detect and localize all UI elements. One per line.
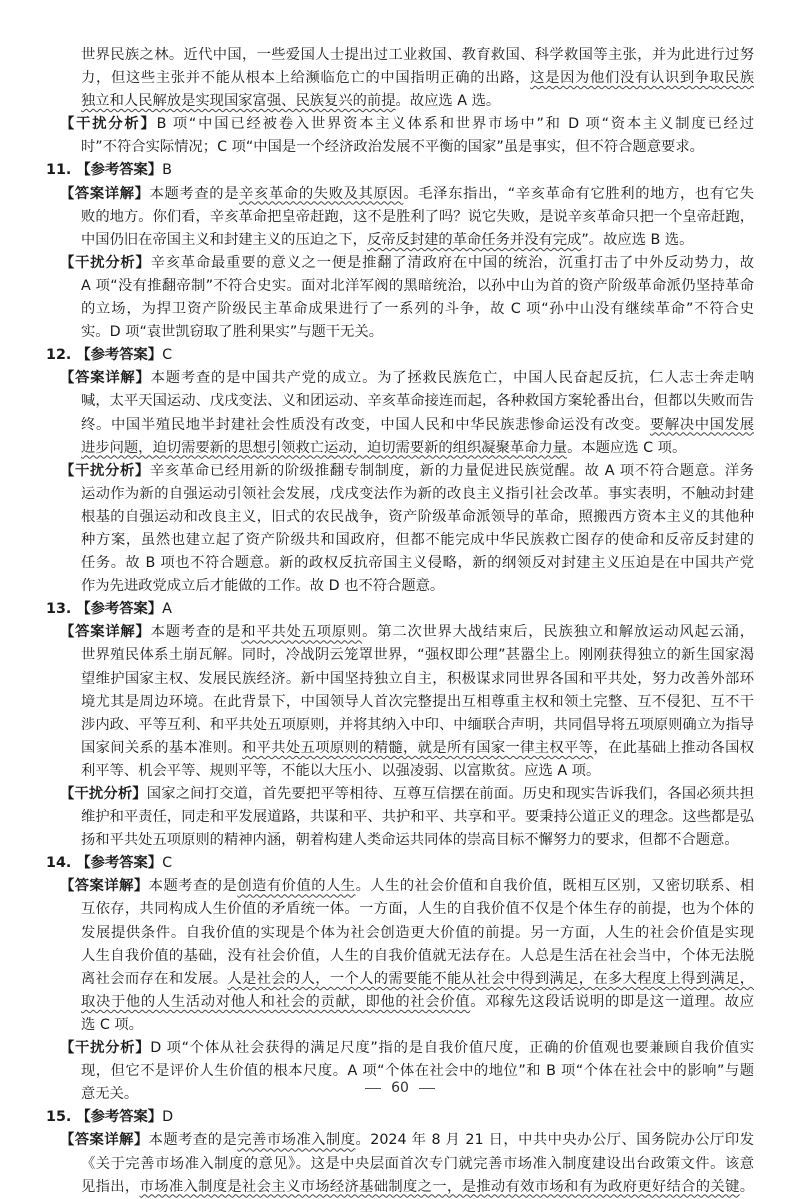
text-segment: 辛亥革命已经用新的阶级推翻专制制度，新的力量促进民族觉醒。故 A 项不符合题意。洋务 — [149, 462, 754, 479]
text-line — [46, 252, 754, 275]
text-line — [46, 483, 754, 506]
text-segment: B 项“中国已经被卷入世界资本主义体系和世界市场中”和 D 项“资本主义制度已经过 — [156, 116, 754, 133]
text-line — [46, 737, 754, 760]
text-line — [46, 113, 754, 136]
text-segment: 扬和平共处五项原则的精神内涵，朝着构建人类命运共同体的崇高目标不懈努力的要求，但都不合题意。 — [81, 832, 739, 849]
text-segment: 力，但这些主张并不能从根本上给濒临危亡的中国指明正确的出路， — [81, 70, 531, 87]
text-line — [46, 783, 754, 806]
text-line — [46, 1153, 754, 1176]
text-segment: 作为先进政党成立后才能做的工作。故 D 也不符合题意。 — [81, 578, 445, 595]
page-footer — [0, 1080, 800, 1096]
text-segment: 《关于完善市场准入制度的意见》。这是中央层面首次专门就完善市场准入制度建设出台政策文件。该意 — [81, 1155, 754, 1172]
text-line — [46, 367, 754, 390]
text-segment: 利平等、机会平等、规则平等，不能以大压小、以强凌弱、以富欺贫。应选 A 项。 — [81, 762, 601, 779]
text-segment: 本题考查的是 — [150, 624, 242, 641]
underlined-key-point: 和平共处五项原则 — [241, 624, 363, 641]
text-line — [46, 44, 754, 67]
text-segment: D 项“个体从社会获得的满足尺度”指的是自我价值尺度，正确的价值观也要兼顾自我价值实 — [150, 1040, 754, 1057]
text-segment: 时”不符合实际情况；C 项“中国是一个经济政治发展不平衡的国家”虽是事实，但不符合题意要求。 — [81, 139, 704, 156]
text-line — [46, 575, 754, 598]
text-segment: 。第二次世界大战结束后，民族独立和解放运动风起云涌， — [362, 624, 754, 641]
text-segment: 。2024 年 8 月 21 日，中共中央办公厅、国务院办公厅印发 — [355, 1132, 754, 1149]
section-label: 【答案详解】 — [60, 370, 151, 387]
text-segment: 辛亥革命最重要的意义之一便是推翻了清政府在中国的统治，沉重打击了中外反动势力，故 — [150, 254, 754, 271]
section-label: 15. — [46, 1109, 77, 1126]
text-line — [46, 183, 754, 206]
text-line — [46, 1129, 754, 1152]
text-segment: A — [162, 601, 172, 618]
text-line — [46, 898, 754, 921]
text-segment: ，在此基础上推动各国权 — [593, 739, 754, 756]
underlined-key-point: 取决于他的人生活动对他人和社会的贡献，即他的社会价值 — [81, 993, 471, 1010]
text-line — [46, 968, 754, 991]
text-segment: 意无关。 — [81, 1086, 139, 1103]
footer-dash-right — [419, 1088, 435, 1089]
text-segment: 选 C 项。 — [81, 1016, 143, 1033]
section-label: 【干扰分析】 — [60, 116, 157, 133]
text-line — [46, 1037, 754, 1060]
text-line — [46, 691, 754, 714]
text-segment: 。毛泽东指出，“辛亥革命有它胜利的地方，也有它失 — [403, 185, 754, 202]
text-segment: 国家间关系的基本准则。 — [81, 739, 243, 756]
footer-dash-left — [365, 1088, 381, 1089]
text-line — [46, 829, 754, 852]
text-segment: D — [162, 1109, 174, 1126]
section-label: 【参考答案】 — [76, 162, 163, 179]
text-segment: 维护和平责任，同走和平发展道路，共谋和平、共护和平、共享和平。要秉持公道正义的理念。这些都是弘 — [81, 809, 754, 826]
text-segment: 现，但它不是评价人生价值的根本尺度。A 项“个体在社会中的地位”和 B 项“个体在社会中的影响”与题 — [81, 1063, 754, 1080]
text-line — [46, 806, 754, 829]
underlined-key-point: 和平共处五项原则的精髓，就是所有国家一律主权平等 — [242, 739, 594, 756]
text-line — [46, 644, 754, 667]
section-label: 【参考答案】 — [76, 347, 163, 364]
text-segment: 涉内政、平等互利、和平共处五项原则，并将其纳入中印、中缅联合声明，共同倡导将五项原则确立为指导 — [81, 716, 754, 733]
text-segment: B — [162, 162, 172, 179]
text-line — [46, 136, 754, 159]
text-segment: 望维护国家主权、发展民族经济。新中国坚持独立自主，积极谋求同世界各国和平共处，努力改善外部环 — [81, 670, 754, 687]
text-line — [46, 852, 754, 875]
text-segment: 。 — [739, 1178, 754, 1195]
text-segment: C — [162, 855, 173, 872]
text-line — [46, 414, 754, 437]
underlined-key-point: 人是社会的人，一个人的需要能不能从社会中得到满足，在多大程度上得到满足， — [227, 970, 754, 987]
text-segment: 本题考查的是 — [148, 1132, 238, 1149]
text-segment: 人生自我价值的基础，没有社会价值，人生的自我价值就无法存在。人总是生活在社会当中，个体无法脱 — [81, 947, 754, 964]
underlined-key-point: 完善市场准入制度 — [237, 1132, 356, 1149]
text-segment: 根基的自强运动和改良主义，旧式的农民战争，资产阶级革命派领导的革命，照搬西方资本主义的其他种 — [81, 508, 754, 525]
text-line — [46, 529, 754, 552]
answer-explanations-body — [46, 44, 754, 1199]
text-line — [46, 460, 754, 483]
text-line — [46, 875, 754, 898]
text-line — [46, 298, 754, 321]
text-segment: 运动作为新的自强运动引领社会发展，戊戌变法作为新的改良主义指引社会改革。事实表明，不触动封建 — [81, 485, 754, 502]
text-line — [46, 945, 754, 968]
text-segment: 败的地方。你们看，辛亥革命把皇帝赶跑，这不是胜利了吗？说它失败，是说辛亥革命只把一个皇帝赶跑， — [81, 208, 754, 225]
underlined-key-point: 要解决中国发展 — [649, 416, 754, 433]
text-segment: 境尤其是周边环境。在此背景下，中国领导人首次完整提出互相尊重主权和领土完整、互不侵犯、互不干 — [81, 693, 754, 710]
underlined-key-point: 反帝反封建的革命任务并没有完成 — [366, 231, 582, 248]
section-label: 【参考答案】 — [76, 855, 163, 872]
text-line — [46, 67, 754, 90]
text-segment: 中国仍旧在帝国主义和封建主义的压迫之下， — [81, 231, 367, 248]
text-segment: 喊，太平天国运动、戊戌变法、义和团运动、辛亥革命接连而起，各种救国方案轮番出台，但都以失败而告 — [81, 393, 754, 410]
section-label: 【干扰分析】 — [60, 1040, 151, 1057]
section-label: 【答案详解】 — [60, 1132, 149, 1149]
text-segment: 离社会而存在和发展。 — [81, 970, 228, 987]
page-number: 60 — [391, 1080, 409, 1096]
text-line — [46, 922, 754, 945]
text-segment: 本题考查的是 — [149, 185, 240, 202]
text-line — [46, 390, 754, 413]
text-line — [46, 206, 754, 229]
text-line — [46, 506, 754, 529]
text-segment: 。故应选 A 选。 — [395, 93, 501, 110]
underlined-key-point: 辛亥革命的失败及其原因 — [239, 185, 404, 202]
text-line — [46, 1176, 754, 1199]
text-segment: 世界殖民体系土崩瓦解。同时，冷战阴云笼罩世界，“强权即公理”甚嚣尘上。刚刚获得独立的新生国家渴 — [81, 647, 754, 664]
text-segment: 互依存，共同构成人生价值的矛盾统一体。一方面，人生的自我价值不仅是个体生存的前提，也为个体的 — [81, 901, 754, 918]
text-segment: 发展提供条件。自我价值的实现是个体为社会创造更大价值的前提。另一方面，人生的社会价值是实现 — [81, 924, 754, 941]
text-segment: 实。D 项“袁世凯窃取了胜利果实”与题干无关。 — [81, 324, 384, 341]
section-label: 13. — [46, 601, 77, 618]
underlined-key-point: 独立和人民解放是实现国家富强、民族复兴的前提 — [81, 93, 396, 110]
text-line — [46, 159, 754, 182]
text-line — [46, 621, 754, 644]
section-label: 【干扰分析】 — [60, 254, 151, 271]
text-segment: 种方案，虽然也建立起了资产阶级共和国政府，但都不能完成中华民族救亡图存的使命和反帝反封建的 — [81, 531, 754, 548]
section-label: 【干扰分析】 — [60, 462, 150, 479]
text-line — [46, 437, 754, 460]
text-segment: 国家之间打交道，首先要把平等相待、互尊互信摆在前面。历史和现实告诉我们，各国必须共担 — [146, 786, 754, 802]
underlined-key-point: 这是因为他们没有认识到争取民族 — [530, 70, 754, 87]
text-segment: 本题考查的是 — [148, 878, 238, 895]
text-line — [46, 321, 754, 344]
section-label: 【干扰分析】 — [60, 786, 147, 802]
section-label: 【答案详解】 — [60, 185, 150, 202]
text-segment: C — [162, 347, 173, 364]
section-label: 【参考答案】 — [76, 601, 163, 618]
text-line — [46, 991, 754, 1014]
text-segment: 的立场，为捍卫资产阶级民主革命成果进行了一系列的斗争，故 C 项“孙中山没有继续革命”不符合史 — [81, 301, 754, 318]
text-line — [46, 668, 754, 691]
text-line — [46, 90, 754, 113]
text-segment: 。本题应选 C 项。 — [567, 439, 687, 456]
section-label: 12. — [46, 347, 77, 364]
text-segment: 。邓稼先这段话说明的即是这一道理。故应 — [470, 993, 754, 1010]
text-segment: 见指出， — [81, 1178, 140, 1195]
underlined-key-point: 创造有价值的人生 — [237, 878, 356, 895]
text-segment: 终。中国半殖民地半封建社会性质没有改变，中国人民和中华民族悲惨命运没有改变。 — [81, 416, 650, 433]
text-line — [46, 275, 754, 298]
text-line — [46, 598, 754, 621]
text-line — [46, 229, 754, 252]
section-label: 11. — [46, 162, 77, 179]
section-label: 【答案详解】 — [60, 624, 151, 641]
text-segment: 任务。故 B 项也不符合题意。新的政权反抗帝国主义侵略，新的纲领反对封建主义压迫是在中国共产党 — [81, 555, 754, 572]
section-label: 【答案详解】 — [60, 878, 149, 895]
text-segment: A 项“没有推翻帝制”不符合史实。面对北洋军阀的黑暗统治，以孙中山为首的资产阶级革命派仍坚持革命 — [81, 277, 754, 294]
text-line — [46, 1014, 754, 1037]
text-segment: 。人生的社会价值和自我价值，既相互区别，又密切联系、相 — [355, 878, 754, 895]
text-segment: ”。故应选 B 选。 — [581, 231, 694, 248]
text-line — [46, 714, 754, 737]
text-segment: 本题考查的是中国共产党的成立。为了拯救民族危亡，中国人民奋起反抗，仁人志士奔走呐 — [150, 370, 754, 387]
underlined-key-point: 进步问题，迫切需要新的思想引领救亡运动，迫切需要新的组织凝聚革命力量 — [81, 439, 568, 456]
underlined-key-point: 市场准入制度是社会主义市场经济基础制度之一，是推动有效市场和有为政府更好结合的关键 — [139, 1178, 740, 1195]
text-line — [46, 552, 754, 575]
text-line — [46, 344, 754, 367]
text-line — [46, 760, 754, 783]
section-label: 【参考答案】 — [76, 1109, 163, 1126]
text-segment: 世界民族之林。近代中国，一些爱国人士提出过工业救国、教育救国、科学救国等主张，并为此进行过努 — [81, 47, 754, 63]
section-label: 14. — [46, 855, 77, 872]
